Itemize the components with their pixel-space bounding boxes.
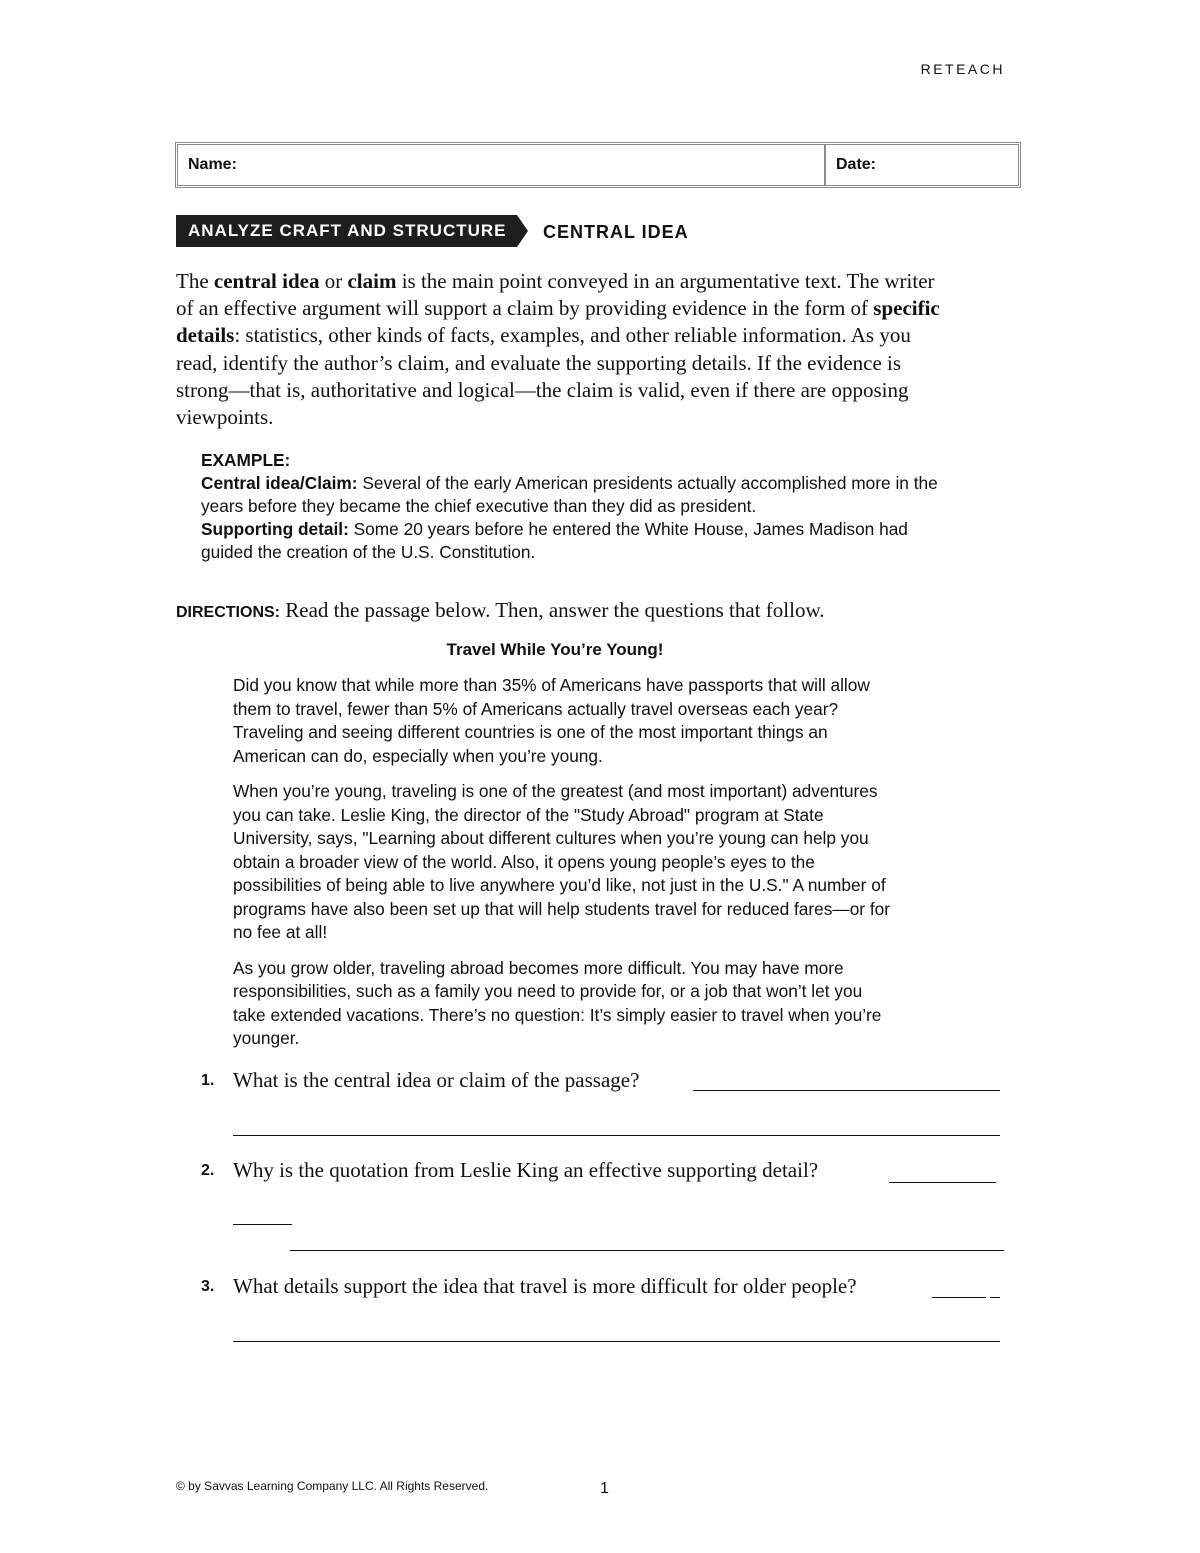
directions-text: Read the passage below. Then, answer the questions that follow. (280, 598, 825, 622)
question-3-text: What details support the idea that travel is more difficult for older people? (233, 1274, 857, 1298)
question-1-answer-line[interactable] (693, 1090, 1000, 1091)
passage-title: Travel While You’re Young! (446, 640, 664, 659)
question-3-answer-line[interactable] (932, 1297, 986, 1298)
question-2-text: Why is the quotation from Leslie King an effective supporting detail? (233, 1158, 819, 1182)
question-2-answer-line[interactable] (889, 1182, 996, 1183)
name-label: Name: (188, 156, 237, 173)
passage (233, 674, 893, 1063)
question-2-answer-line[interactable] (233, 1224, 292, 1225)
date-field[interactable] (826, 145, 1018, 185)
question-3-answer-line[interactable] (233, 1341, 1000, 1342)
intro-text: : statistics, other kinds of facts, examples, and other reliable information. As you read, identify the author’s claim, and evaluate the supporting details. If the evidence is strong—that is, authoritative and logical—the claim is valid, even if there are opposing viewpoints. (176, 323, 911, 430)
question-3-number: 3. (201, 1278, 215, 1295)
question-1-text: What is the central idea or claim of the passage? (233, 1068, 640, 1092)
banner-arrow-icon (517, 215, 528, 247)
section-banner: ANALYZE CRAFT AND STRUCTURE (176, 215, 517, 247)
example-heading: EXAMPLE: (201, 450, 291, 470)
passage-paragraph: When you’re young, traveling is one of the greatest (and most important) adventures you can take. Leslie King, the director of the "Study Abroad" program at State University, says, "Learning about different cultures when you’re young can help you obtain a broader view of the world. Also, it opens young people’s eyes to the possibilities of being able to live anywhere you’d like, not just in the U.S." A number of programs have also been set up that will help students travel for reduced fares—or for no fee at all! (233, 781, 891, 942)
question-2-answer-line[interactable] (290, 1250, 1004, 1251)
date-label: Date: (836, 156, 877, 173)
intro-paragraph (176, 268, 946, 431)
intro-text: is the main point conveyed in an argumentative text. The writer of an effective argument will support a claim by providing evidence in the form of (176, 269, 935, 321)
example-block (201, 449, 961, 564)
example-detail (201, 518, 961, 564)
passage-paragraph: Did you know that while more than 35% of Americans have passports that will allow them to travel, fewer than 5% of Americans actually travel overseas each year? Traveling and seeing different countries is one of the most important things an American can do, especially when you’re young. (233, 675, 870, 766)
directions (176, 598, 996, 623)
directions-label: DIRECTIONS: (176, 604, 280, 621)
example-claim (201, 472, 961, 518)
name-date-box (175, 142, 1021, 188)
intro-text: or (319, 269, 348, 293)
term-claim: claim (347, 269, 397, 293)
section-subtitle: CENTRAL IDEA (543, 222, 689, 242)
example-claim-label: Central idea/Claim: (201, 473, 358, 493)
example-detail-text: Some 20 years before he entered the White House, James Madison had guided the creation of the U.S. Constitution. (201, 519, 908, 562)
example-detail-label: Supporting detail: (201, 519, 349, 539)
page-number: 1 (600, 1480, 609, 1497)
example-claim-text: Several of the early American presidents actually accomplished more in the years before they became the chief executive than they did as president. (201, 473, 938, 516)
name-field[interactable] (178, 145, 826, 185)
term-specific-details: specific details (176, 296, 940, 348)
question-3-answer-line[interactable] (990, 1297, 1000, 1298)
question-1-answer-line[interactable] (233, 1135, 1000, 1136)
term-central-idea: central idea (213, 269, 320, 293)
intro-text: The (176, 269, 214, 293)
copyright-footer: © by Savvas Learning Company LLC. All Rights Reserved. (176, 1479, 489, 1493)
reteach-label: RETEACH (920, 61, 1005, 77)
question-1-number: 1. (201, 1072, 215, 1089)
question-2-number: 2. (201, 1162, 215, 1179)
passage-paragraph: As you grow older, traveling abroad becomes more difficult. You may have more responsibilities, such as a family you need to provide for, or a job that won’t let you take extended vacations. There’s no question: It’s simply easier to travel when you’re younger. (233, 957, 882, 1048)
